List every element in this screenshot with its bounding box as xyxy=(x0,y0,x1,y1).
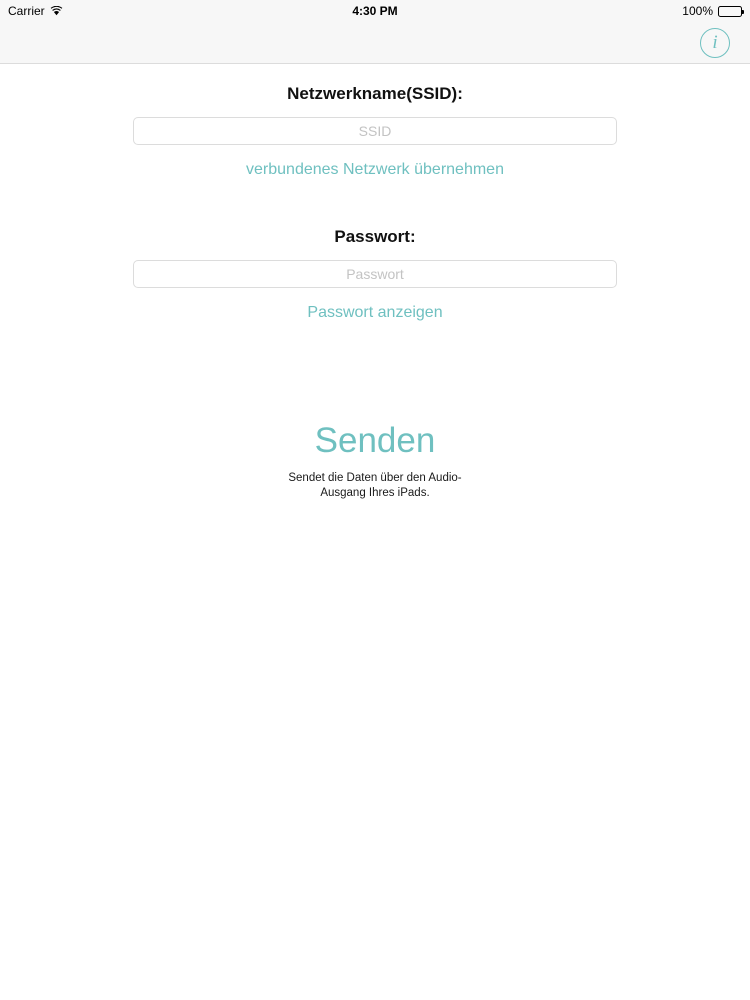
wifi-icon xyxy=(50,6,63,16)
password-input[interactable] xyxy=(133,260,617,288)
battery-percent-label: 100% xyxy=(682,4,713,18)
status-bar-left xyxy=(8,4,63,18)
info-icon[interactable]: i xyxy=(700,28,730,58)
send-button[interactable]: Senden xyxy=(314,421,436,460)
ssid-input[interactable] xyxy=(133,117,617,145)
use-connected-network-button[interactable]: verbundenes Netzwerk übernehmen xyxy=(246,161,504,178)
carrier-label: Carrier xyxy=(8,4,45,18)
show-password-button[interactable]: Passwort anzeigen xyxy=(307,304,443,321)
status-bar-right xyxy=(682,4,742,18)
send-section xyxy=(275,422,475,501)
ssid-label: Netzwerkname(SSID): xyxy=(287,84,463,103)
nav-bar xyxy=(0,22,750,64)
main-content xyxy=(0,64,750,501)
status-bar xyxy=(0,0,750,22)
send-caption: Sendet die Daten über den Audio-Ausgang Ihres iPads. xyxy=(288,471,462,499)
password-label: Passwort: xyxy=(334,227,416,246)
battery-icon xyxy=(718,6,742,17)
status-bar-time: 4:30 PM xyxy=(352,4,398,18)
